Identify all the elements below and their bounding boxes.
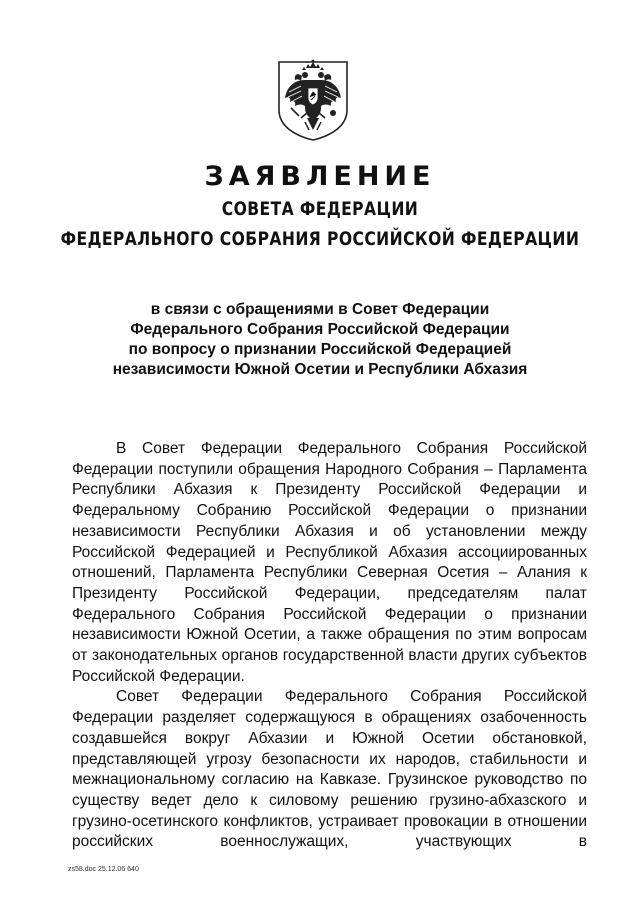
russian-coat-of-arms-icon [275, 56, 351, 142]
issuing-body-line-2: ФЕДЕРАЛЬНОГО СОБРАНИЯ РОССИЙСКОЙ ФЕДЕРАЦИИ [60, 228, 580, 250]
document-body [72, 439, 587, 853]
body-paragraph-1: В Совет Федерации Федерального Собрания Российской Федерации поступили обращения Народного Собрания – Парламента Республики Абхазия к Президенту Российской Федерации и Федеральному Собранию Российской Федерации о признании независимости Республики Абхазия и об установлении между Российской Федерацией и Республикой Абхазия ассоциированных отношений, Парламента Республики Северная Осетия – Алания к Президенту Российской Федерации, председателям палат Федерального Собрания Российской Федерации о признании независимости Южной Осетии, а также обращения по этим вопросам от законодательных органов государственной власти других субъектов Российской Федерации. [72, 440, 587, 685]
subtitle-line: по вопросу о признании Российской Федерацией [128, 341, 512, 358]
document-heading [0, 160, 640, 254]
body-paragraph-2: Совет Федерации Федерального Собрания Российской Федерации разделяет содержащуюся в обращениях озабоченность создавшейся вокруг Абхазии и Южной Осетии обстановкой, представляющей угрозу безопасности их народов, стабильности и межнациональному согласию на Кавказе. Грузинское руководство по существу ведет дело к силовому решению грузино-абхазского и грузино-осетинского конфликтов, устраивает провокации в отношении российских военнослужащих, участвующих в [72, 688, 587, 851]
document-title: ЗАЯВЛЕНИЕ [204, 161, 436, 192]
subtitle-line: независимости Южной Осетии и Республики Абхазия [112, 361, 528, 378]
issuing-body-line-1: СОВЕТА ФЕДЕРАЦИИ [221, 198, 419, 220]
subtitle-line: Федерального Собрания Российской Федерации [130, 321, 510, 338]
file-reference: zs58.doc 25.12.06 640 [68, 866, 139, 873]
subtitle-line: в связи с обращениями в Совет Федерации [150, 301, 490, 318]
document-subtitle [60, 300, 580, 380]
